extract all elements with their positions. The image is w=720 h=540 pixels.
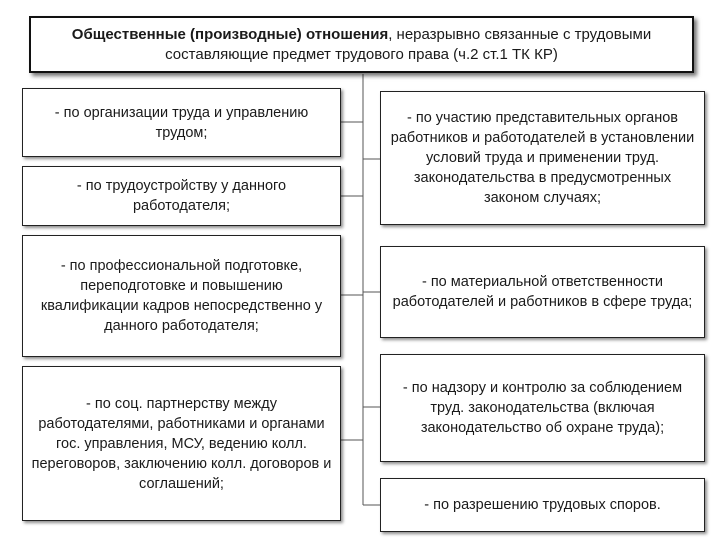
header-line-1: [72, 25, 651, 45]
right-box-2: - по материальной ответственности работодателей и работников в сфере труда;: [380, 246, 705, 338]
left-box-2: - по трудоустройству у данного работодателя;: [22, 166, 341, 226]
header-box: [29, 16, 694, 73]
left-box-1: - по организации труда и управлению трудом;: [22, 88, 341, 157]
right-box-1: - по участию представительных органов работников и работодателей в установлении условий труда и применении труд. законодательства в предусмотренных законом случаях;: [380, 91, 705, 225]
right-box-4: - по разрешению трудовых споров.: [380, 478, 705, 532]
left-box-3: - по профессиональной подготовке, переподготовке и повышению квалификации кадров непосредственно у данного работодателя;: [22, 235, 341, 357]
header-bold-text: Общественные (производные) отношения: [71, 25, 389, 43]
right-box-3: - по надзору и контролю за соблюдением труд. законодательства (включая законодательство об охране труда);: [380, 354, 705, 462]
header-line-2: составляющие предмет трудового права (ч.2 ст.1 ТК КР): [165, 45, 558, 63]
left-box-4: - по соц. партнерству между работодателями, работниками и органами гос. управления, МСУ, ведению колл. переговоров, заключению колл. договоров и соглашений;: [22, 366, 341, 521]
header-rest-text: , неразрывно связанные с трудовыми: [388, 25, 652, 43]
